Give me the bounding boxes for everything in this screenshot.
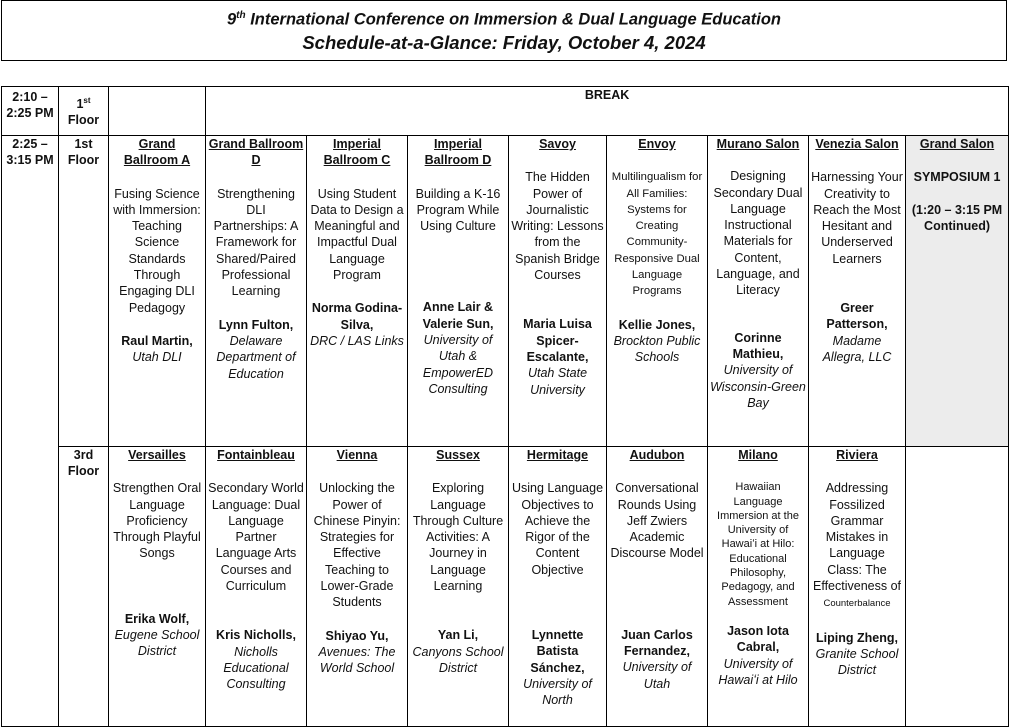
room-name: Audubon — [629, 448, 685, 462]
session-title: Secondary World Language: Dual Language Partner Language Arts Courses and Curriculum — [208, 481, 304, 594]
presenter-name: Juan Carlos Fernandez, — [621, 627, 693, 659]
room-name: Hermitage — [526, 448, 589, 462]
symposium-cell — [906, 136, 1009, 447]
break-time: 2:10 – 2:25 PM — [2, 87, 59, 136]
session-title: Strengthen Oral Language Proficiency Through Playful Songs — [112, 481, 202, 561]
conference-title: 9th International Conference on Immersion & Dual Language Education — [226, 10, 782, 29]
session-cell — [408, 136, 509, 447]
room-name: Versailles — [128, 448, 186, 462]
presenter-affiliation: Madame Allegra, LLC — [822, 333, 892, 364]
room-name: Grand Salon — [919, 137, 995, 151]
room-name: Grand Ballroom A — [123, 137, 191, 168]
presenter-affiliation: Nicholls Educational Consulting — [223, 644, 289, 692]
room-name: Murano Salon — [716, 137, 800, 151]
session-title: Designing Secondary Dual Language Instructional Materials for Content, Language, and Literacy — [713, 169, 803, 298]
symposium-time: (1:20 – 3:15 PM Continued) — [911, 202, 1003, 233]
presenter-name: Anne Lair & Valerie Sun, — [422, 300, 494, 331]
break-row — [2, 87, 1009, 136]
session-cell — [708, 136, 809, 447]
presenter-name: Maria Luisa Spicer-Escalante, — [523, 317, 592, 364]
session-cell — [809, 447, 906, 727]
presenter-name: Lynn Fulton, — [218, 317, 294, 332]
presenter-name: Corinne Mathieu, — [732, 330, 784, 361]
presenter-name: Liping Zheng, — [816, 630, 898, 645]
presenter-affiliation: Utah DLI — [132, 350, 182, 365]
empty-cell — [906, 447, 1009, 727]
presenter-name: Greer Patterson, — [826, 301, 888, 332]
session-title: Strengthening DLI Partnerships: A Framework for Shared/Paired Professional Learning — [213, 186, 299, 299]
schedule-table — [1, 86, 1009, 727]
session-cell — [509, 136, 607, 447]
session-cell — [708, 447, 809, 727]
session-cell — [206, 136, 307, 447]
presenter-name: Erika Wolf, — [124, 611, 190, 626]
room-name: Imperial Ballroom D — [424, 137, 492, 168]
session-title: Building a K-16 Program While Using Culture — [415, 186, 501, 234]
presenter-affiliation: Avenues: The World School — [318, 644, 396, 676]
presenter-affiliation: University of Hawaiʻi at Hilo — [718, 656, 798, 687]
presenter-name: Shiyao Yu, — [325, 628, 389, 643]
symposium-title: SYMPOSIUM 1 — [913, 170, 1001, 185]
session-title: Exploring Language Through Culture Activities: A Journey in Language Learning — [412, 481, 504, 594]
room-name: Envoy — [638, 137, 676, 151]
break-floor: 1st Floor — [59, 87, 109, 136]
session-cell — [109, 136, 206, 447]
session-cell — [607, 447, 708, 727]
session-title: Harnessing Your Creativity to Reach the Most Hesitant and Underserved Learners — [811, 170, 903, 266]
presenter-name: Norma Godina-Silva, — [311, 301, 403, 332]
presenter-name: Jason Iota Cabral, — [727, 623, 789, 655]
room-name: Savoy — [539, 137, 576, 151]
room-name: Venezia Salon — [815, 137, 899, 151]
session-title: Using Student Data to Design a Meaningful and Impactful Dual Language Program — [310, 186, 404, 283]
floor1-row — [2, 136, 1009, 447]
session-title: Fusing Science with Immersion: Teaching Science Standards Through Engaging DLI Pedagogy — [113, 186, 201, 315]
session-title: The Hidden Power of Journalistic Writing: Lessons from the Spanish Bridge Courses — [511, 170, 604, 283]
session-cell — [206, 447, 307, 727]
session-cell — [607, 136, 708, 447]
schedule-date-title: Schedule-at-a-Glance: Friday, October 4, 2024 — [302, 31, 706, 53]
session-cell — [307, 136, 408, 447]
presenter-affiliation: University of Utah & EmpowerED Consulting — [422, 333, 494, 396]
session-title: Using Language Objectives to Achieve the Rigor of the Content Objective — [511, 481, 604, 577]
session-cell — [109, 447, 206, 727]
session-title: Hawaiian Language Immersion at the University of Hawaiʻi at Hilo: Educational Philosophy, Pedagogy, and Assessment — [717, 481, 799, 608]
session-cell — [307, 447, 408, 727]
presenter-affiliation: Eugene School District — [114, 628, 200, 659]
room-name: Imperial Ballroom C — [323, 137, 391, 168]
presenter-affiliation: University of Utah — [622, 660, 692, 691]
presenter-name: Lynnette Batista Sánchez, — [530, 628, 585, 675]
presenter-name: Yan Li, — [437, 628, 479, 643]
break-label: BREAK — [206, 87, 1009, 136]
conference-header — [1, 0, 1007, 61]
room-name: Sussex — [436, 448, 480, 462]
presenter-affiliation: DRC / LAS Links — [310, 333, 404, 348]
presenter-affiliation: Utah State University — [527, 366, 588, 397]
presenter-name: Kris Nicholls, — [216, 628, 296, 643]
presenter-name: Raul Martin, — [121, 333, 193, 348]
presenter-affiliation: Brockton Public Schools — [613, 333, 701, 365]
room-name: Vienna — [336, 448, 378, 462]
presenter-affiliation: Granite School District — [815, 646, 899, 678]
presenter-name: Kellie Jones, — [618, 317, 696, 332]
session-title: Addressing Fossilized Grammar Mistakes in Language Class: The Effectiveness of Counterbalance — [812, 481, 901, 610]
session-title: Multilingualism for All Families: Systems for Creating Community-Responsive Dual Language Programs — [611, 171, 703, 298]
session-title: Unlocking the Power of Chinese Pinyin: Strategies for Effective Teaching to Lower-Grade Students — [313, 481, 401, 610]
floor3-row — [2, 447, 1009, 727]
presenter-affiliation: Canyons School District — [412, 644, 504, 675]
session-cell — [809, 136, 906, 447]
presenter-affiliation: University of North — [523, 676, 592, 708]
room-name: Fontainbleau — [217, 448, 295, 462]
floor1-label: 1st Floor — [59, 136, 109, 447]
session-time: 2:25 – 3:15 PM — [2, 136, 59, 727]
session-cell — [408, 447, 509, 727]
room-name: Grand Ballroom D — [208, 137, 304, 168]
session-title: Conversational Rounds Using Jeff Zwiers Academic Discourse Model — [610, 481, 704, 561]
floor3-label: 3rd Floor — [59, 447, 109, 727]
session-cell — [509, 447, 607, 727]
presenter-affiliation: University of Wisconsin-Green Bay — [710, 363, 806, 410]
room-name: Milano — [738, 448, 778, 462]
room-name: Riviera — [836, 448, 878, 462]
presenter-affiliation: Delaware Department of Education — [216, 333, 296, 381]
